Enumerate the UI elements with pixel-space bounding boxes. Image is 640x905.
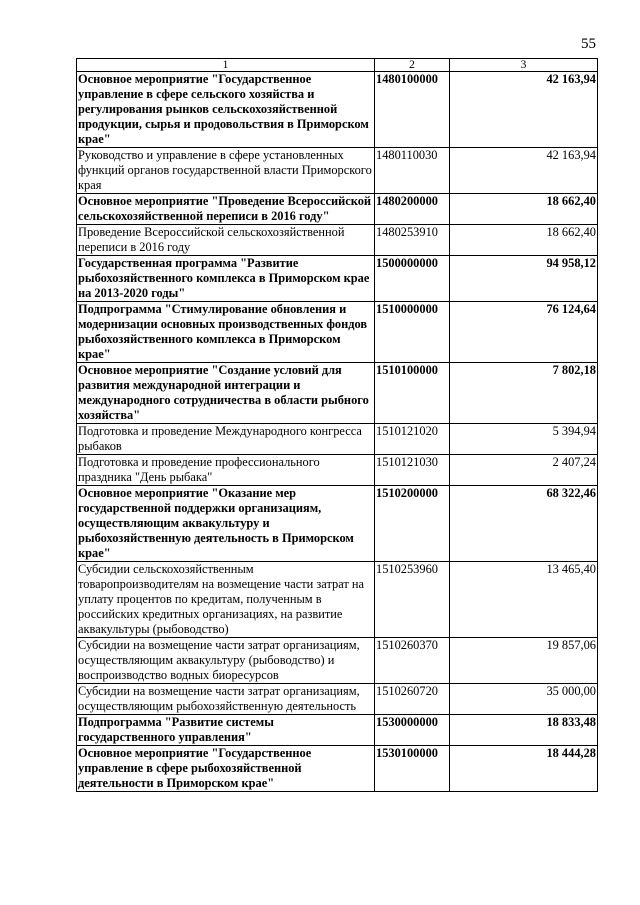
column-header-3: 3 (450, 59, 598, 72)
row-code-cell: 1480200000 (375, 194, 450, 225)
table-body (77, 72, 598, 792)
table-row (77, 194, 598, 225)
table-row (77, 302, 598, 363)
row-name-cell: Подпрограмма "Развитие системы государственного управления" (77, 715, 375, 746)
row-amount-cell: 2 407,24 (450, 455, 598, 486)
table-row (77, 486, 598, 562)
table-row (77, 72, 598, 148)
table-row (77, 746, 598, 792)
table-row (77, 684, 598, 715)
row-code-cell: 1530100000 (375, 746, 450, 792)
row-name-cell: Проведение Всероссийской сельскохозяйственной переписи в 2016 году (77, 225, 375, 256)
table-row (77, 715, 598, 746)
row-name-cell: Руководство и управление в сфере установленных функций органов государственной власти Приморского края (77, 148, 375, 194)
row-amount-cell: 18 662,40 (450, 225, 598, 256)
row-amount-cell: 94 958,12 (450, 256, 598, 302)
row-code-cell: 1510100000 (375, 363, 450, 424)
row-name-cell: Государственная программа "Развитие рыбохозяйственного комплекса в Приморском крае на 2013-2020 годы" (77, 256, 375, 302)
row-code-cell: 1530000000 (375, 715, 450, 746)
table-row (77, 562, 598, 638)
row-name-cell: Основное мероприятие "Государственное управление в сфере рыбохозяйственной деятельности в Приморском крае" (77, 746, 375, 792)
row-code-cell: 1510121020 (375, 424, 450, 455)
row-code-cell: 1510200000 (375, 486, 450, 562)
row-amount-cell: 76 124,64 (450, 302, 598, 363)
page-number: 55 (581, 36, 596, 52)
row-amount-cell: 18 833,48 (450, 715, 598, 746)
row-code-cell: 1510253960 (375, 562, 450, 638)
table-row (77, 424, 598, 455)
row-name-cell: Основное мероприятие "Государственное управление в сфере сельского хозяйства и регулирования рынков сельскохозяйственной продукции, сырья и продовольствия в Приморском крае" (77, 72, 375, 148)
budget-table (76, 58, 598, 792)
row-amount-cell: 19 857,06 (450, 638, 598, 684)
row-amount-cell: 18 662,40 (450, 194, 598, 225)
row-name-cell: Подготовка и проведение Международного конгресса рыбаков (77, 424, 375, 455)
row-amount-cell: 5 394,94 (450, 424, 598, 455)
row-code-cell: 1510260720 (375, 684, 450, 715)
row-name-cell: Основное мероприятие "Оказание мер государственной поддержки организациям, осуществляющим аквакультуру и рыбохозяйственную деятельность в Приморском крае" (77, 486, 375, 562)
row-amount-cell: 35 000,00 (450, 684, 598, 715)
row-code-cell: 1500000000 (375, 256, 450, 302)
column-header-2: 2 (375, 59, 450, 72)
row-name-cell: Субсидии на возмещение части затрат организациям, осуществляющим аквакультуру (рыбоводство) и воспроизводство водных биоресурсов (77, 638, 375, 684)
row-code-cell: 1510121030 (375, 455, 450, 486)
table-row (77, 256, 598, 302)
row-amount-cell: 42 163,94 (450, 148, 598, 194)
row-name-cell: Субсидии сельскохозяйственным товаропроизводителям на возмещение части затрат на уплату процентов по кредитам, полученным в российских кредитных организациях, на развитие аквакультуры (рыбоводство) (77, 562, 375, 638)
row-name-cell: Основное мероприятие "Создание условий для развития международной интеграции и международного сотрудничества в области рыбного хозяйства" (77, 363, 375, 424)
row-name-cell: Подготовка и проведение профессионального праздника "День рыбака" (77, 455, 375, 486)
row-code-cell: 1510000000 (375, 302, 450, 363)
row-code-cell: 1510260370 (375, 638, 450, 684)
row-name-cell: Субсидии на возмещение части затрат организациям, осуществляющим рыбохозяйственную деятельность (77, 684, 375, 715)
row-name-cell: Подпрограмма "Стимулирование обновления и модернизации основных производственных фондов рыбохозяйственного комплекса в Приморском крае" (77, 302, 375, 363)
column-header-1: 1 (77, 59, 375, 72)
table-header (77, 59, 598, 72)
table-row (77, 148, 598, 194)
row-amount-cell: 68 322,46 (450, 486, 598, 562)
table-row (77, 363, 598, 424)
table-row (77, 455, 598, 486)
table-row (77, 225, 598, 256)
row-amount-cell: 13 465,40 (450, 562, 598, 638)
table-row (77, 638, 598, 684)
row-code-cell: 1480110030 (375, 148, 450, 194)
row-amount-cell: 7 802,18 (450, 363, 598, 424)
row-name-cell: Основное мероприятие "Проведение Всероссийской сельскохозяйственной переписи в 2016 году" (77, 194, 375, 225)
row-code-cell: 1480100000 (375, 72, 450, 148)
row-amount-cell: 18 444,28 (450, 746, 598, 792)
row-amount-cell: 42 163,94 (450, 72, 598, 148)
row-code-cell: 1480253910 (375, 225, 450, 256)
